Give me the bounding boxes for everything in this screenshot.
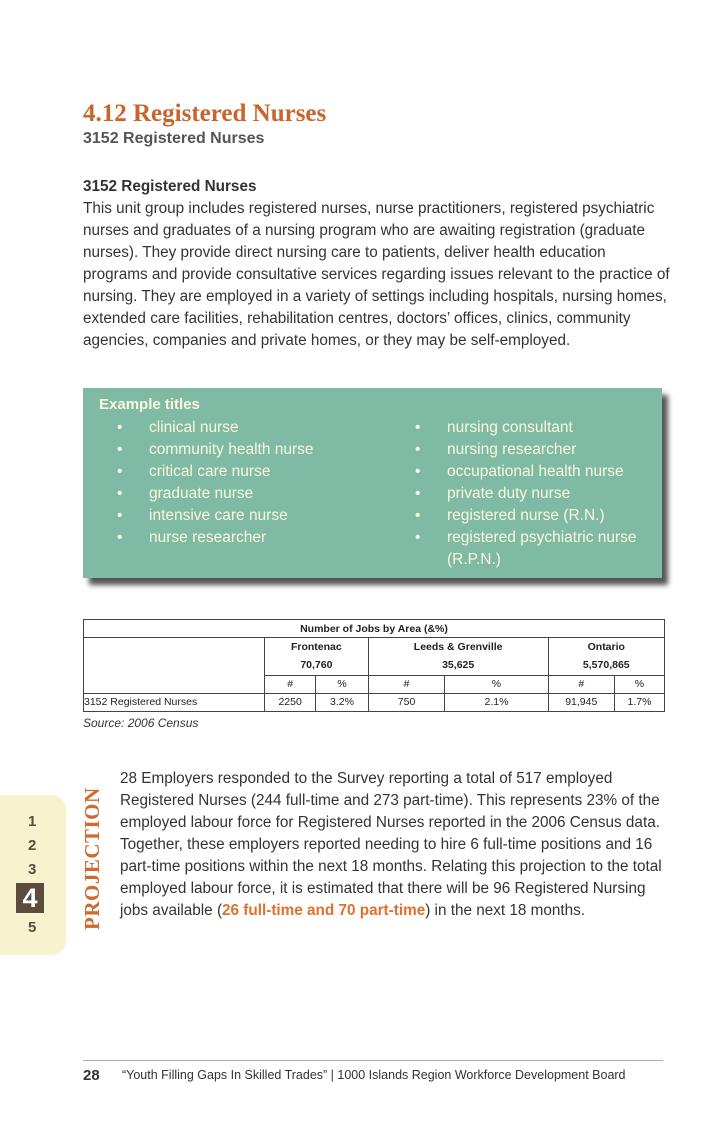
chapter-link[interactable]: 5: [28, 919, 37, 936]
list-item: • registered psychiatric nurse (R.P.N.): [415, 527, 655, 571]
cell: 1.7%: [614, 693, 664, 711]
cell: 750: [368, 693, 445, 711]
table-row: [84, 693, 665, 711]
sub-header: #: [368, 675, 445, 693]
sub-header: %: [316, 675, 368, 693]
projection-tail: ) in the next 18 months.: [425, 902, 586, 919]
sub-header: %: [445, 675, 548, 693]
section-subtitle: 3152 Registered Nurses: [83, 130, 265, 147]
list-item: • critical care nurse: [117, 461, 314, 483]
empty-cell: [84, 638, 265, 694]
list-item: • registered nurse (R.N.): [415, 505, 655, 527]
chapter-current[interactable]: 4: [16, 883, 44, 913]
list-item: • graduate nurse: [117, 483, 314, 505]
cell: 2250: [265, 693, 316, 711]
list-item: • clinical nurse: [117, 417, 314, 439]
list-item: • intensive care nurse: [117, 505, 314, 527]
sub-header: #: [548, 675, 614, 693]
page-number: 28: [83, 1067, 100, 1084]
chapter-link[interactable]: 2: [28, 837, 37, 854]
list-item: • occupational health nurse: [415, 461, 655, 483]
table-caption: Number of Jobs by Area (&%): [84, 620, 665, 638]
jobs-table: [83, 619, 665, 712]
chapter-link[interactable]: 1: [28, 813, 37, 830]
area-name: Leeds & Grenville: [368, 638, 548, 656]
row-label: 3152 Registered Nurses: [84, 693, 265, 711]
description-text: This unit group includes registered nurses, nurse practitioners, registered psychiatric nurses and graduates of a nursing program who are awaiting registration (graduate nurses). They provide direct nursing care to patients, deliver health education programs and provide consultative services regarding issues relevant to the practice of nursing. They are employed in a variety of settings including hospitals, nursing homes, extended care facilities, rehabilitation centres, doctors’ offices, clinics, community agencies, companies and private homes, or they may be self-employed.: [83, 200, 670, 349]
description: [83, 176, 673, 352]
area-total: 5,570,865: [548, 655, 664, 675]
area-name: Frontenac: [265, 638, 369, 656]
example-list-right: [415, 417, 655, 571]
list-item: • nursing researcher: [415, 439, 655, 461]
cell: 2.1%: [445, 693, 548, 711]
footer-text: “Youth Filling Gaps In Skilled Trades” | 1000 Islands Region Workforce Development Board: [122, 1068, 626, 1082]
chapter-nav: [0, 795, 66, 955]
list-item: • nurse researcher: [117, 527, 314, 549]
sub-header: #: [265, 675, 316, 693]
cell: 91,945: [548, 693, 614, 711]
chapter-link[interactable]: 3: [28, 861, 37, 878]
cell: 3.2%: [316, 693, 368, 711]
example-list-left: [117, 417, 314, 549]
example-titles-heading: Example titles: [99, 396, 200, 413]
footer-divider: [83, 1060, 663, 1061]
area-name: Ontario: [548, 638, 664, 656]
description-heading: 3152 Registered Nurses: [83, 178, 257, 195]
projection-text: [120, 768, 675, 922]
area-total: 35,625: [368, 655, 548, 675]
section-title: 4.12 Registered Nurses: [83, 100, 327, 127]
area-total: 70,760: [265, 655, 369, 675]
projection-highlight: 26 full-time and 70 part-time: [222, 902, 426, 919]
list-item: • community health nurse: [117, 439, 314, 461]
table-source: Source: 2006 Census: [83, 716, 199, 730]
example-titles-box: [83, 388, 662, 578]
list-item: • private duty nurse: [415, 483, 655, 505]
projection-label: PROJECTION: [80, 787, 104, 930]
sub-header: %: [614, 675, 664, 693]
projection-body: 28 Employers responded to the Survey reporting a total of 517 employed Registered Nurses (244 full-time and 273 part-time). This represents 23% of the employed labour force for Registered Nurses reported in the 2006 Census data. Together, these employers reported needing to hire 6 full-time positions and 16 part-time positions within the next 18 months. Relating this projection to the total employed labour force, it is estimated that there will be 96 Registered Nursing jobs available (: [120, 770, 662, 919]
list-item: • nursing consultant: [415, 417, 655, 439]
